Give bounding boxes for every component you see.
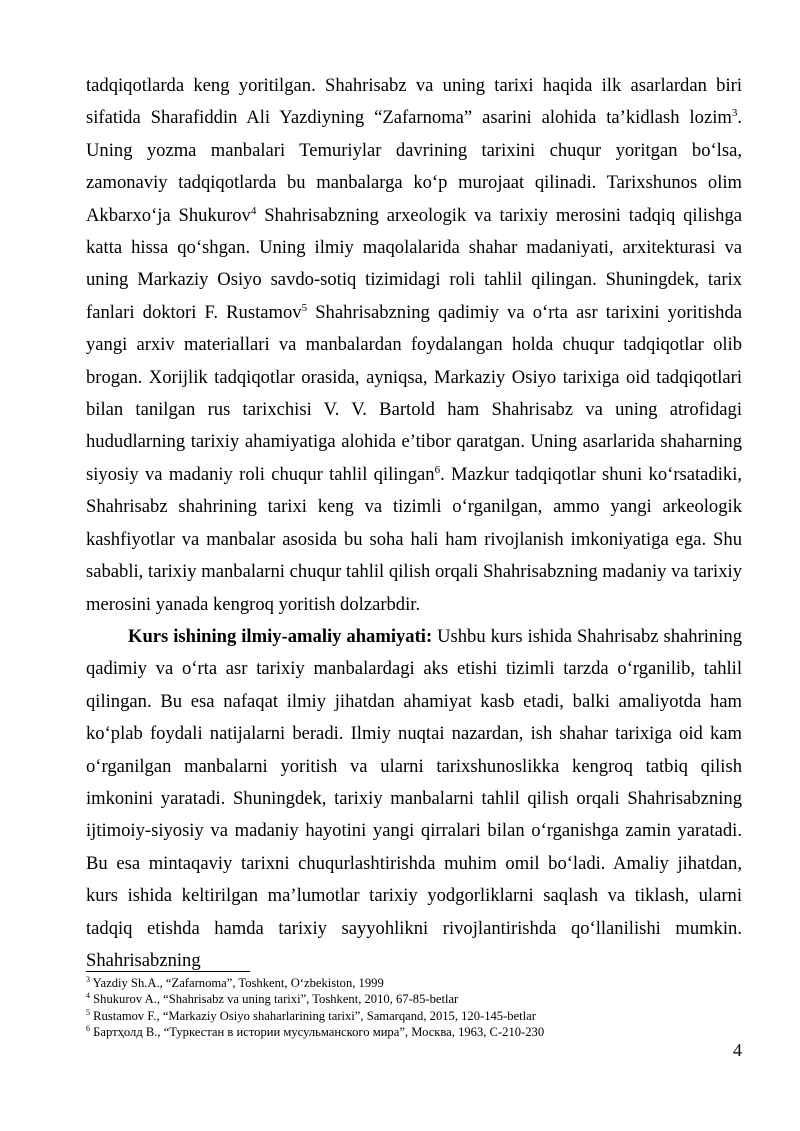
footnote-item [86, 1008, 742, 1024]
body-paragraph [86, 621, 742, 977]
paragraph-text: . Mazkur tadqiqotlar shuni ko‘rsatadiki, Shahrisabz shahrining tarixi keng va tizimli o‘rganilgan, ammo yangi arkeologik kashfiyotlar va manbalar asosida bu soha hali ham rivojlanish imkoniyatiga ega. Shu sababli, tarixiy manbalarni chuqur tahlil qilish orqali Shahrisabzning madaniy va tarixiy merosini yanada kengroq yoritish dolzarbdir. [86, 463, 743, 615]
footnote-text: Rustamov F., “Markaziy Osiyo shaharlarining tarixi”, Samarqand, 2015, 120-145-betlar [90, 1008, 536, 1023]
section-heading: Kurs ishining ilmiy-amaliy ahamiyati: [128, 625, 433, 647]
footnote-reference[interactable]: 4 [250, 204, 257, 217]
page-body [86, 70, 742, 977]
footnote-text: Shukurov A., “Shahrisabz va uning tarixi”, Toshkent, 2010, 67-85-betlar [90, 992, 459, 1007]
paragraph-text: Shahrisabzning arxeologik va tarixiy merosini tadqiq qilishga katta hissa qo‘shgan. Uning ilmiy maqolalarida shahar madaniyati, arxitekturasi va uning Markaziy Osiyo savdo-sotiq tizimidagi roli tahlil qilingan. Shuningdek, tarix fanlari doktori F. Rustamov [86, 204, 742, 323]
footnote-number: 3 [86, 974, 90, 984]
page-number: 4 [733, 1040, 742, 1060]
footnote-item [86, 1024, 742, 1040]
footnote-reference[interactable]: 5 [301, 301, 308, 314]
footnote-item [86, 975, 742, 991]
footnote-reference[interactable]: 6 [434, 463, 441, 476]
footnote-reference[interactable]: 3 [731, 107, 738, 120]
footnote-number: 5 [86, 1007, 90, 1017]
paragraph-text: Ushbu kurs ishida Shahrisabz shahrining qadimiy va o‘rta asr tarixiy manbalardagi aks etishi tizimli tarzda o‘rganilib, tahlil qilingan. Bu esa nafaqat ilmiy jihatdan ahamiyat kasb etadi, balki amaliyotda ham ko‘plab foydali natijalarni beradi. Ilmiy nuqtai nazardan, ish shahar tarixiga oid kam o‘rganilgan manbalarni yoritish va ularni tarixshunoslikka kengroq tatbiq qilish imkonini yaratadi. Shuningdek, tarixiy manbalarni tahlil qilish orqali Shahrisabzning ijtimoiy-siyosiy va madaniy hayotini yangi qirralari bilan o‘rganishga zamin yaratadi. Bu esa mintaqaviy tarixni chuqurlashtirishda muhim omil bo‘ladi. Amaliy jihatdan, kurs ishida keltirilgan ma’lumotlar tarixiy yodgorliklarni saqlash va tiklash, ularni tadqiq etishda hamda tarixiy sayyohlikni rivojlantirishda qo‘llanilishi mumkin. Shahrisabzning [86, 625, 742, 971]
footnote-separator [86, 971, 250, 972]
footnote-number: 4 [86, 991, 90, 1001]
paragraph-text: Shahrisabzning qadimiy va o‘rta asr tarixini yoritishda yangi arxiv materiallari va manbalardan foydalangan holda chuqur tadqiqotlar olib brogan. Xorijlik tadqiqotlar orasida, ayniqsa, Markaziy Osiyo tarixiga oid tadqiqotlari bilan tanilgan rus tarixchisi V. V. Bartold ham Shahrisabz va uning atrofidagi hududlarning tarixiy ahamiyatiga alohida e’tibor qaratgan. Uning asarlarida shaharning siyosiy va madaniy roli chuqur tahlil qilingan [86, 301, 743, 485]
footnote-text: Yazdiy Sh.A., “Zafarnoma”, Toshkent, O‘zbekiston, 1999 [90, 976, 384, 990]
footnotes [86, 975, 742, 1041]
footnote-item [86, 991, 742, 1007]
footnote-text: Бартҳолд В., “Туркестан в истории мусульманского мира”, Москва, 1963, С-210-230 [90, 1025, 545, 1040]
paragraph-text: tadqiqotlarda keng yoritilgan. Shahrisabz va uning tarixi haqida ilk asarlardan biri sifatida Sharafiddin Ali Yazdiyning “Zafarnoma” asarini alohida ta’kidlash lozim [86, 75, 742, 129]
body-paragraph [86, 70, 742, 621]
paragraph-text: . Uning yozma manbalari Temuriylar davrining tarixini chuqur yoritgan bo‘lsa, zamonaviy tadqiqotlarda bu manbalarga ko‘p murojaat qilinadi. Tarixshunos olim Akbarxo‘ja Shukurov [86, 107, 742, 226]
footnote-number: 6 [86, 1024, 90, 1034]
